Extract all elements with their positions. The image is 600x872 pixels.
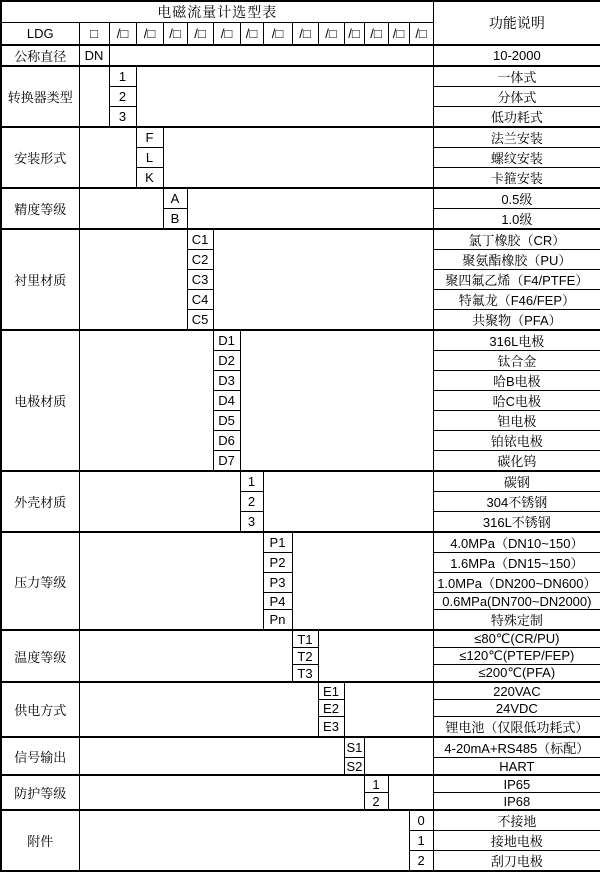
option-code: 1	[364, 775, 388, 793]
option-desc: 1.0级	[433, 209, 600, 230]
option-code: P1	[263, 532, 292, 553]
option-code: A	[163, 188, 187, 209]
option-code: 2	[240, 492, 263, 512]
option-code: S1	[344, 737, 364, 758]
option-desc: IP68	[433, 793, 600, 811]
option-desc: 316L电极	[433, 330, 600, 351]
group-label-accuracy: 精度等级	[1, 188, 79, 229]
spacer-cell	[79, 229, 187, 330]
option-code: E3	[318, 717, 344, 738]
spacer-cell	[79, 66, 109, 127]
option-desc: ≤120℃(PTEP/FEP)	[433, 648, 600, 665]
option-code: K	[136, 168, 163, 189]
spacer-cell	[344, 682, 433, 737]
option-code: C3	[187, 270, 213, 290]
model-slot-cell: /□	[213, 23, 240, 46]
option-code: T3	[292, 665, 318, 683]
spacer-cell	[79, 737, 344, 775]
option-code: 2	[409, 851, 433, 872]
spacer-cell	[136, 66, 433, 127]
option-code: C4	[187, 290, 213, 310]
model-code-box: □	[79, 23, 109, 46]
option-desc: 分体式	[433, 87, 600, 107]
option-desc: 锂电池（仅限低功耗式）	[433, 717, 600, 738]
spacer-cell	[263, 471, 433, 532]
spacer-cell	[388, 775, 433, 810]
option-code: C5	[187, 310, 213, 331]
option-desc: 接地电极	[433, 831, 600, 851]
function-column-header: 功能说明	[433, 1, 600, 45]
option-code: Pn	[263, 610, 292, 631]
option-code: S2	[344, 758, 364, 776]
option-desc: 共聚物（PFA）	[433, 310, 600, 331]
spacer-cell	[79, 188, 163, 229]
option-desc: 特殊定制	[433, 610, 600, 631]
option-desc: IP65	[433, 775, 600, 793]
spacer-cell	[364, 737, 433, 775]
group-label-housing: 外壳材质	[1, 471, 79, 532]
option-desc: 10-2000	[433, 45, 600, 66]
option-desc: 0.6MPa(DN700~DN2000)	[433, 593, 600, 610]
option-desc: ≤200℃(PFA)	[433, 665, 600, 683]
option-desc: 螺纹安装	[433, 148, 600, 168]
option-code: E2	[318, 700, 344, 717]
option-code: C1	[187, 229, 213, 250]
model-slot-cell: /□	[240, 23, 263, 46]
option-code: T2	[292, 648, 318, 665]
model-slot-cell: /□	[344, 23, 364, 46]
option-code: 0	[409, 810, 433, 831]
option-desc: 低功耗式	[433, 107, 600, 128]
group-label-converter-type: 转换器类型	[1, 66, 79, 127]
option-code: 1	[409, 831, 433, 851]
option-code: DN	[79, 45, 109, 66]
option-code: D5	[213, 411, 240, 431]
option-code: P2	[263, 553, 292, 573]
group-label-electrode: 电极材质	[1, 330, 79, 471]
model-slot-cell: /□	[292, 23, 318, 46]
model-slot-cell: /□	[318, 23, 344, 46]
option-desc: 哈C电极	[433, 391, 600, 411]
table-title: 电磁流量计选型表	[1, 1, 433, 23]
option-code: D2	[213, 351, 240, 371]
model-prefix: LDG	[1, 23, 79, 46]
option-code: 1	[109, 66, 136, 87]
spacer-cell	[79, 682, 318, 737]
spacer-cell	[318, 630, 433, 682]
option-desc: 4-20mA+RS485（标配）	[433, 737, 600, 758]
model-slot-cell: /□	[136, 23, 163, 46]
model-slot-cell: /□	[187, 23, 213, 46]
option-desc: 法兰安装	[433, 127, 600, 148]
option-desc: 4.0MPa（DN10~150）	[433, 532, 600, 553]
spacer-cell	[79, 330, 213, 471]
option-desc: 哈B电极	[433, 371, 600, 391]
option-desc: 碳化钨	[433, 451, 600, 472]
spacer-cell	[79, 775, 364, 810]
option-code: F	[136, 127, 163, 148]
row-label-dn: 公称直径	[1, 45, 79, 66]
option-code: P3	[263, 573, 292, 593]
group-label-installation: 安装形式	[1, 127, 79, 188]
option-code: 3	[109, 107, 136, 128]
option-code: 2	[109, 87, 136, 107]
model-slot-cell: /□	[409, 23, 433, 46]
spacer-cell	[240, 330, 433, 471]
spacer-cell	[79, 630, 292, 682]
option-desc: 24VDC	[433, 700, 600, 717]
group-label-liner: 衬里材质	[1, 229, 79, 330]
group-label-pressure: 压力等级	[1, 532, 79, 630]
group-label-signal: 信号输出	[1, 737, 79, 775]
spacer-cell	[79, 127, 136, 188]
option-code: L	[136, 148, 163, 168]
spacer-cell	[187, 188, 433, 229]
group-label-accessory: 附件	[1, 810, 79, 871]
option-code: D6	[213, 431, 240, 451]
group-label-power: 供电方式	[1, 682, 79, 737]
option-desc: 220VAC	[433, 682, 600, 700]
model-slot-cell: /□	[109, 23, 136, 46]
option-code: P4	[263, 593, 292, 610]
option-desc: 1.0MPa（DN200~DN600）	[433, 573, 600, 593]
option-desc: 氯丁橡胶（CR）	[433, 229, 600, 250]
option-desc: 卡箍安装	[433, 168, 600, 189]
group-label-protection: 防护等级	[1, 775, 79, 810]
option-code: D1	[213, 330, 240, 351]
option-desc: 刮刀电极	[433, 851, 600, 872]
option-desc: 0.5级	[433, 188, 600, 209]
option-desc: 一体式	[433, 66, 600, 87]
option-code: E1	[318, 682, 344, 700]
spacer-cell	[79, 532, 263, 630]
option-desc: 碳钢	[433, 471, 600, 492]
option-desc: 聚氨酯橡胶（PU）	[433, 250, 600, 270]
model-slot-cell: /□	[263, 23, 292, 46]
option-desc: 特氟龙（F46/FEP）	[433, 290, 600, 310]
model-slot-cell: /□	[163, 23, 187, 46]
option-desc: 1.6MPa（DN15~150）	[433, 553, 600, 573]
model-slot-cell: /□	[388, 23, 409, 46]
spacer-cell	[79, 471, 240, 532]
option-code: D3	[213, 371, 240, 391]
option-desc: 316L不锈钢	[433, 512, 600, 533]
option-desc: 钽电极	[433, 411, 600, 431]
spacer-cell	[79, 810, 409, 871]
option-desc: 铂铱电极	[433, 431, 600, 451]
spacer-cell	[292, 532, 433, 630]
spacer-cell	[213, 229, 433, 330]
option-desc: 304不锈钢	[433, 492, 600, 512]
option-desc: 聚四氟乙烯（F4/PTFE）	[433, 270, 600, 290]
option-code: 2	[364, 793, 388, 811]
option-desc: HART	[433, 758, 600, 776]
option-desc: 不接地	[433, 810, 600, 831]
spacer-cell	[163, 127, 433, 188]
option-code: T1	[292, 630, 318, 648]
option-code: B	[163, 209, 187, 230]
model-slot-cell: /□	[364, 23, 388, 46]
option-code: 3	[240, 512, 263, 533]
option-code: D4	[213, 391, 240, 411]
option-desc: ≤80℃(CR/PU)	[433, 630, 600, 648]
option-code: 1	[240, 471, 263, 492]
spacer-cell	[109, 45, 433, 66]
option-code: D7	[213, 451, 240, 472]
option-code: C2	[187, 250, 213, 270]
option-desc: 钛合金	[433, 351, 600, 371]
group-label-temperature: 温度等级	[1, 630, 79, 682]
